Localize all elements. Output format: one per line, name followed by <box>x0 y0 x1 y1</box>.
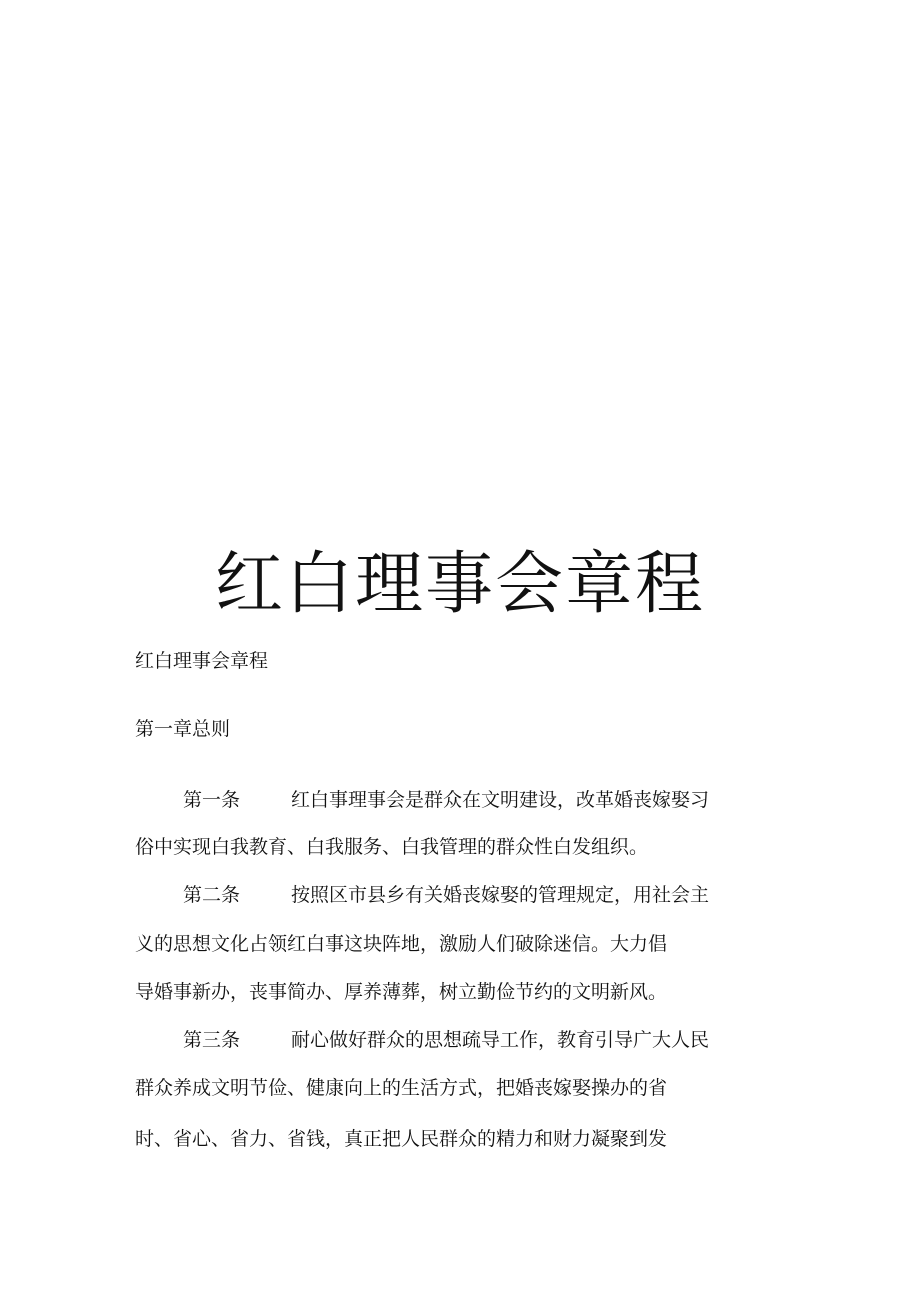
chapter-heading: 第一章总则 <box>135 718 231 740</box>
article-3-text-line-3: 时、省心、省力、省钱，真正把人民群众的精力和财力凝聚到发 <box>135 1128 668 1150</box>
document-subtitle: 红白理事会章程 <box>135 650 269 672</box>
article-3-text-line-2: 群众养成文明节俭、健康向上的生活方式，把婚丧嫁娶操办的省 <box>135 1077 668 1099</box>
article-1-text-line-1: 红白事理事会是群众在文明建设，改革婚丧嫁娶习 <box>291 789 710 811</box>
article-2-text-line-1: 按照区市县乡有关婚丧嫁娶的管理规定，用社会主 <box>291 884 710 906</box>
article-1-first-line <box>183 787 709 813</box>
article-1-text-line-2: 俗中实现白我教育、白我服务、白我管理的群众性白发组织。 <box>135 836 649 858</box>
article-2-first-line <box>183 882 709 908</box>
article-3-label: 第三条 <box>183 1029 241 1051</box>
article-3-text-line-1: 耐心做好群众的思想疏导工作，教育引导广大人民 <box>291 1029 710 1051</box>
article-3-first-line <box>183 1027 709 1053</box>
article-1-label: 第一条 <box>183 789 241 811</box>
document-title: 红白理事会章程 <box>214 545 705 624</box>
article-2-label: 第二条 <box>183 884 241 906</box>
article-2-text-line-2: 义的思想文化占领红白事这块阵地，激励人们破除迷信。大力倡 <box>135 933 668 955</box>
article-2-text-line-3: 导婚事新办，丧事简办、厚养薄葬，树立勤俭节约的文明新风。 <box>135 981 668 1003</box>
